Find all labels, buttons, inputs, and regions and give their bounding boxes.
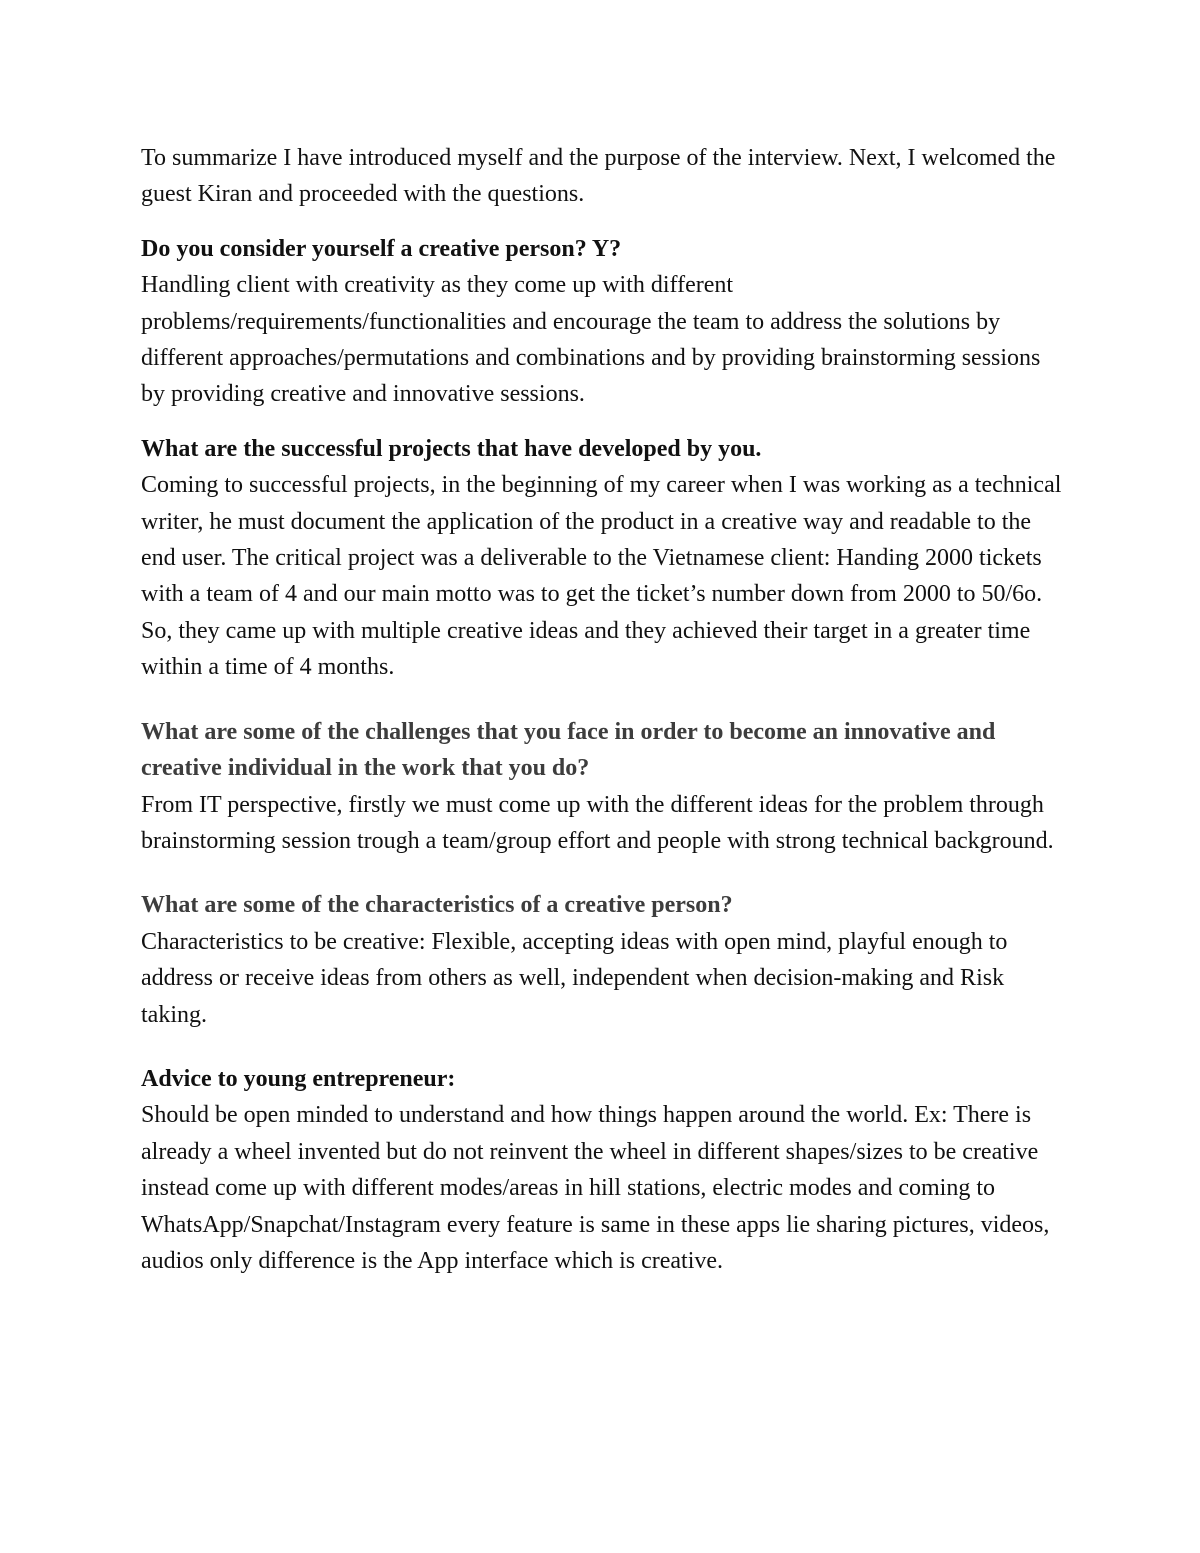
answer-paragraph: Handling client with creativity as they come up with different problems/requirements/functionalities and encourage the team to address the solutions by different approaches/permutations and combinations and by providing brainstorming sessions by providing creative and innovative sessions. (141, 272, 1041, 408)
question-heading: Do you consider yourself a creative person? Y? (141, 235, 622, 262)
qa-section-advice (141, 1061, 1066, 1279)
qa-section-challenges (141, 714, 1066, 860)
qa-section-creative-person (141, 231, 1066, 413)
question-heading: What are some of the characteristics of a creative person? (141, 892, 733, 919)
question-heading: What are some of the challenges that you face in order to become an innovative and creative individual in the work that you do? (141, 718, 996, 782)
intro-paragraph: To summarize I have introduced myself and the purpose of the interview. Next, I welcomed the guest Kiran and proceeded with the questions. (141, 145, 1056, 208)
qa-section-characteristics (141, 887, 1066, 1033)
qa-section-successful-projects (141, 431, 1066, 686)
document-body (141, 140, 1066, 1297)
answer-paragraph: From IT perspective, firstly we must come up with the different ideas for the problem through brainstorming session trough a team/group effort and people with strong technical background. (141, 791, 1054, 854)
answer-paragraph: Coming to successful projects, in the beginning of my career when I was working as a technical writer, he must document the application of the product in a creative way and readable to the end user. The critical project was a deliverable to the Vietnamese client: Handing 2000 tickets with a team of 4 and our main motto was to get the ticket’s number down from 2000 to 50/6o. So, they came up with multiple creative ideas and they achieved their target in a greater time within a time of 4 months. (141, 472, 1062, 681)
answer-paragraph: Characteristics to be creative: Flexible, accepting ideas with open mind, playful enough to address or receive ideas from others as well, independent when decision-making and Risk taking. (141, 928, 1008, 1028)
answer-paragraph: Should be open minded to understand and how things happen around the world. Ex: There is already a wheel invented but do not reinvent the wheel in different shapes/sizes to be creative instead come up with different modes/areas in hill stations, electric modes and coming to WhatsApp/Snapchat/Instagram every feature is same in these apps lie sharing pictures, videos, audios only difference is the App interface which is creative. (141, 1102, 1050, 1274)
question-heading: Advice to young entrepreneur: (141, 1065, 456, 1092)
question-heading: What are the successful projects that have developed by you. (141, 435, 762, 462)
